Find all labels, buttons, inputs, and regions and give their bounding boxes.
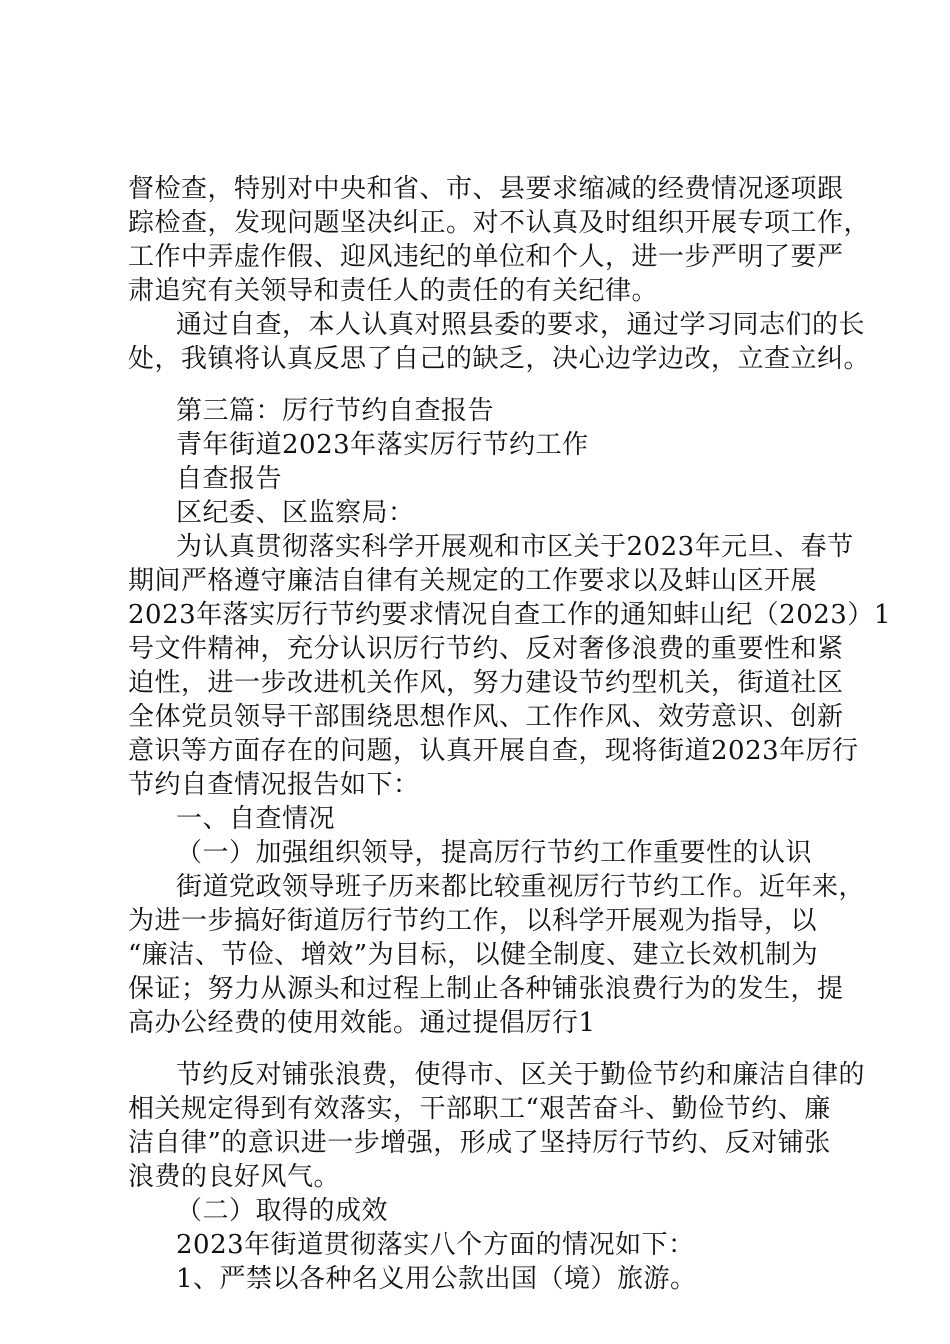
text-line: 为认真贯彻落实科学开展观和市区关于2023年元旦、春节 xyxy=(176,532,854,562)
text-line: 相关规定得到有效落实，干部职工“艰苦奋斗、勤俭节约、廉 xyxy=(128,1094,831,1124)
text-line: 2023年落实厉行节约要求情况自查工作的通知蚌山纪（2023）1 xyxy=(128,600,891,630)
text-line: 节约反对铺张浪费，使得市、区关于勤俭节约和廉洁自律的 xyxy=(176,1060,866,1090)
text-line: 通过自查，本人认真对照县委的要求，通过学习同志们的长 xyxy=(176,310,866,340)
text-line: 踪检查，发现问题坚决纠正。对不认真及时组织开展专项工作， xyxy=(128,208,871,238)
text-line: 保证；努力从源头和过程上制止各种铺张浪费行为的发生，提 xyxy=(128,974,844,1004)
heading-level2: （一）加强组织领导，提高厉行节约工作重要性的认识 xyxy=(176,838,813,868)
text-line: 全体党员领导干部围绕思想作风、工作作风、效劳意识、创新 xyxy=(128,702,844,732)
text-line: 节约自查情况报告如下： xyxy=(128,770,420,800)
text-line: 浪费的良好风气。 xyxy=(128,1162,341,1192)
heading-level2: （二）取得的成效 xyxy=(176,1196,389,1226)
text-line: 迫性，进一步改进机关作风，努力建设节约型机关，街道社区 xyxy=(128,668,844,698)
report-title: 青年街道2023年落实厉行节约工作 xyxy=(176,430,589,460)
addressee: 区纪委、区监察局： xyxy=(176,498,415,528)
text-line: 洁自律”的意识进一步增强，形成了坚持厉行节约、反对铺张 xyxy=(128,1128,831,1158)
text-line: 意识等方面存在的问题，认真开展自查，现将街道2023年厉行 xyxy=(128,736,859,766)
text-line: 期间严格遵守廉洁自律有关规定的工作要求以及蚌山区开展 xyxy=(128,566,818,596)
heading-level1: 一、自查情况 xyxy=(176,804,336,834)
text-line: 街道党政领导班子历来都比较重视厉行节约工作。近年来， xyxy=(176,872,866,902)
text-line: 号文件精神，充分认识厉行节约、反对奢侈浪费的重要性和紧 xyxy=(128,634,844,664)
text-line: 工作中弄虚作假、迎风违纪的单位和个人，进一步严明了要严 xyxy=(128,242,844,272)
text-line: 为进一步搞好街道厉行节约工作，以科学开展观为指导，以 xyxy=(128,906,818,936)
section-title: 第三篇：厉行节约自查报告 xyxy=(176,396,495,426)
text-line: 1、严禁以各种名义用公款出国（境）旅游。 xyxy=(176,1264,697,1294)
text-line: 2023年街道贯彻落实八个方面的情况如下： xyxy=(176,1230,695,1260)
report-subtitle: 自查报告 xyxy=(176,464,283,494)
text-line: “廉洁、节俭、增效”为目标，以健全制度、建立长效机制为 xyxy=(128,940,819,970)
text-line: 督检查，特别对中央和省、市、县要求缩减的经费情况逐项跟 xyxy=(128,174,844,204)
text-line: 高办公经费的使用效能。通过提倡厉行1 xyxy=(128,1008,596,1038)
text-line: 肃追究有关领导和责任人的责任的有关纪律。 xyxy=(128,276,659,306)
text-line: 处，我镇将认真反思了自己的缺乏，决心边学边改，立查立纠。 xyxy=(128,344,871,374)
